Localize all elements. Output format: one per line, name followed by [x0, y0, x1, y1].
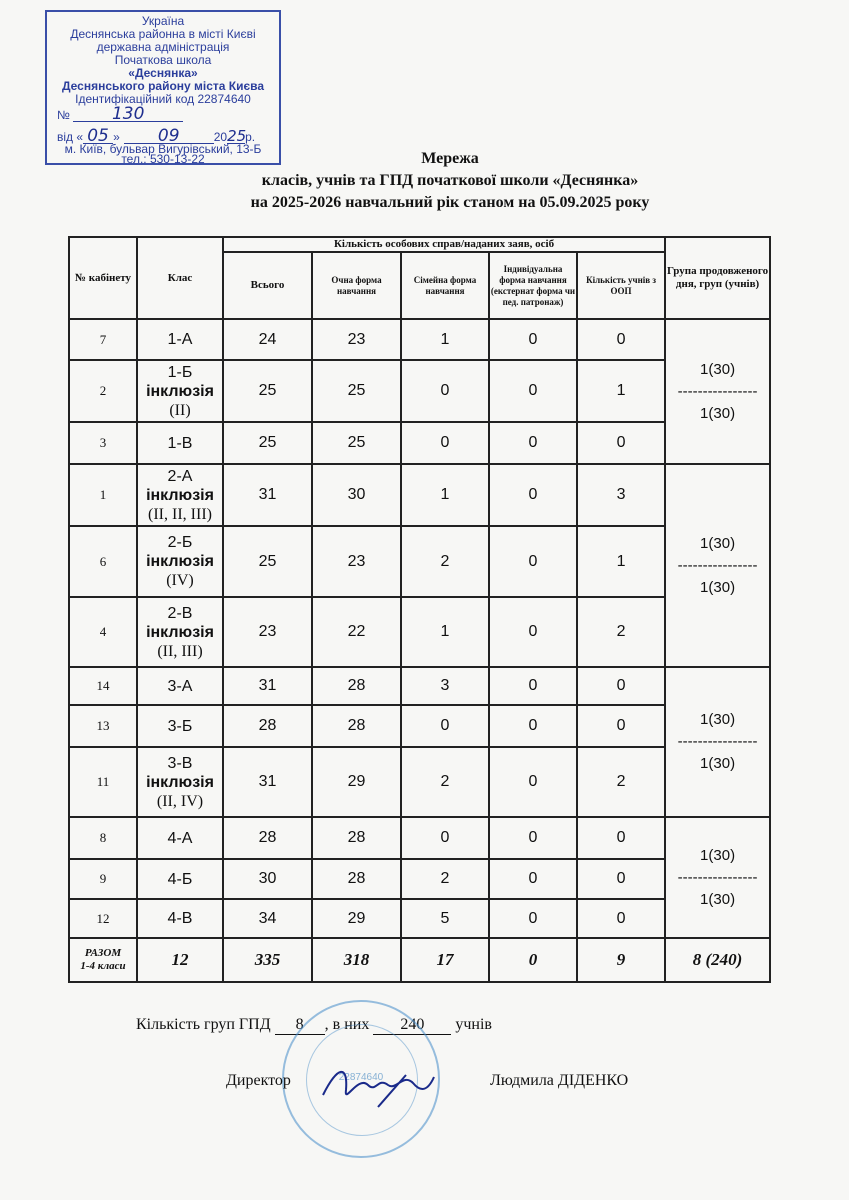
cell-fulltime: 28 — [312, 705, 401, 747]
cell-fulltime: 23 — [312, 319, 401, 360]
cell-individual: 0 — [489, 859, 577, 899]
cell-total: 25 — [223, 422, 312, 464]
gpd-bottom: 1(30) — [700, 890, 736, 908]
class-name: 3-Б — [167, 717, 193, 735]
gpd-groups-value: 8 — [275, 1016, 325, 1035]
header-group: Кількість особових справ/наданих заяв, осіб — [223, 237, 665, 252]
header-class: Клас — [137, 237, 223, 319]
total-family: 17 — [401, 938, 489, 982]
stamp-date-day: 05 — [83, 130, 113, 144]
cell-individual: 0 — [489, 422, 577, 464]
class-inclusion: інклюзія — [146, 486, 214, 504]
cell-class — [137, 667, 223, 705]
title-line-3: на 2025-2026 навчальний рік станом на 05.09.2025 року — [250, 194, 650, 211]
gpd-top: 1(30) — [700, 534, 736, 552]
cell-oop: 0 — [577, 422, 665, 464]
stamp-number-row — [57, 104, 279, 124]
class-inclusion-levels: (II, IV) — [156, 792, 204, 810]
cell-room: 1 — [69, 464, 137, 526]
title-line-2: класів, учнів та ГПД початкової школи «Деснянка» — [261, 172, 639, 189]
cell-total: 25 — [223, 526, 312, 597]
cell-family: 0 — [401, 360, 489, 422]
table-row — [69, 597, 770, 667]
cell-individual: 0 — [489, 464, 577, 526]
total-label — [69, 938, 137, 982]
header-room: № кабінету — [69, 237, 137, 319]
seal-code: 22874640 — [338, 1072, 384, 1083]
class-name: 1-А — [167, 331, 193, 348]
cell-oop: 2 — [577, 747, 665, 817]
cell-class — [137, 360, 223, 422]
cell-room: 11 — [69, 747, 137, 817]
table-row — [69, 705, 770, 747]
gpd-dash: ---------------- — [677, 556, 758, 574]
total-gpd: 8 (240) — [665, 938, 770, 982]
table-row — [69, 899, 770, 938]
class-inclusion: інклюзія — [146, 623, 214, 641]
total-label-2: 1-4 класи — [80, 960, 126, 972]
stamp-number-value: 130 — [73, 108, 183, 122]
cell-family: 0 — [401, 705, 489, 747]
stamp-line: Початкова школа — [114, 53, 212, 67]
gpd-top: 1(30) — [700, 360, 736, 378]
stamp-line: Ідентифікаційний код 22874640 — [75, 92, 251, 106]
gpd-top: 1(30) — [700, 711, 736, 728]
table-row — [69, 859, 770, 899]
class-name: 2-А — [167, 467, 193, 485]
cell-family: 2 — [401, 747, 489, 817]
cell-oop: 3 — [577, 464, 665, 526]
cell-class — [137, 319, 223, 360]
header-row — [69, 237, 770, 252]
class-name: 3-А — [167, 677, 193, 695]
table-row — [69, 817, 770, 859]
cell-oop: 0 — [577, 319, 665, 360]
director-name: Людмила ДІДЕНКО — [490, 1072, 629, 1089]
cell-individual: 0 — [489, 817, 577, 859]
cell-room: 3 — [69, 422, 137, 464]
gpd-top: 1(30) — [700, 846, 736, 864]
cell-fulltime: 29 — [312, 747, 401, 817]
cell-class — [137, 899, 223, 938]
stamp-number-label: № — [57, 108, 70, 122]
total-fulltime: 318 — [312, 938, 401, 982]
cell-room: 8 — [69, 817, 137, 859]
gpd-bottom: 1(30) — [700, 404, 736, 422]
cell-family: 1 — [401, 597, 489, 667]
header-total: Всього — [223, 252, 312, 319]
stamp-line: державна адміністрація — [96, 40, 230, 54]
cell-individual: 0 — [489, 526, 577, 597]
cell-oop: 0 — [577, 817, 665, 859]
cell-room: 14 — [69, 667, 137, 705]
cell-oop: 1 — [577, 526, 665, 597]
table-row — [69, 747, 770, 817]
cell-total: 34 — [223, 899, 312, 938]
stamp-date-year-prefix: 20 — [213, 130, 228, 144]
cell-total: 31 — [223, 747, 312, 817]
cell-class — [137, 464, 223, 526]
cell-oop: 2 — [577, 597, 665, 667]
cell-room: 12 — [69, 899, 137, 938]
gpd-students-suffix: учнів — [455, 1016, 492, 1033]
cell-room: 7 — [69, 319, 137, 360]
table-row — [69, 526, 770, 597]
cell-oop: 0 — [577, 859, 665, 899]
network-table — [68, 236, 771, 983]
class-inclusion: інклюзія — [146, 773, 214, 791]
cell-family: 2 — [401, 526, 489, 597]
header-fulltime: Очна форма навчання — [312, 252, 401, 319]
cell-individual: 0 — [489, 667, 577, 705]
stamp-line: Деснянського району міста Києва — [61, 79, 265, 93]
cell-individual: 0 — [489, 597, 577, 667]
cell-total: 31 — [223, 464, 312, 526]
cell-oop: 0 — [577, 705, 665, 747]
gpd-groups-label: Кількість груп ГПД — [136, 1016, 271, 1033]
cell-fulltime: 28 — [312, 859, 401, 899]
cell-family: 1 — [401, 464, 489, 526]
cell-total: 25 — [223, 360, 312, 422]
class-name: 2-Б — [167, 534, 193, 551]
stamp-line: Деснянська районна в місті Києві — [70, 27, 256, 41]
class-inclusion-levels: (II) — [169, 401, 191, 419]
total-oop: 9 — [577, 938, 665, 982]
gpd-dash: ---------------- — [677, 382, 758, 400]
header-gpd: Група продовженого дня, груп (учнів) — [665, 237, 770, 319]
class-name: 1-Б — [167, 363, 193, 381]
class-name: 1-В — [167, 434, 193, 452]
cell-fulltime: 28 — [312, 817, 401, 859]
table-row — [69, 667, 770, 705]
total-row — [69, 938, 770, 982]
cell-family: 2 — [401, 859, 489, 899]
cell-fulltime: 22 — [312, 597, 401, 667]
director-label: Директор — [226, 1072, 291, 1089]
cell-fulltime: 25 — [312, 422, 401, 464]
class-inclusion: інклюзія — [146, 382, 214, 400]
cell-fulltime: 29 — [312, 899, 401, 938]
cell-gpd — [665, 667, 770, 817]
stamp-address: м. Київ, бульвар Вигурівський, 13-Б — [64, 142, 262, 156]
cell-oop: 0 — [577, 667, 665, 705]
cell-family: 3 — [401, 667, 489, 705]
cell-class — [137, 747, 223, 817]
total-classes: 12 — [137, 938, 223, 982]
total-label-1: РАЗОМ — [84, 947, 122, 959]
gpd-dash: ---------------- — [677, 733, 758, 750]
class-name: 2-В — [167, 604, 193, 622]
cell-gpd — [665, 464, 770, 667]
cell-individual: 0 — [489, 319, 577, 360]
stamp-date-prefix: від « — [57, 130, 84, 144]
cell-total: 24 — [223, 319, 312, 360]
title-line-1: Мережа — [421, 150, 479, 167]
cell-class — [137, 597, 223, 667]
table-row — [69, 360, 770, 422]
stamp-date-suffix: р. — [245, 130, 256, 144]
cell-gpd — [665, 319, 770, 464]
cell-individual: 0 — [489, 705, 577, 747]
header-oop: Кількість учнів з ООП — [577, 252, 665, 319]
total-individual: 0 — [489, 938, 577, 982]
cell-family: 0 — [401, 422, 489, 464]
total-total: 335 — [223, 938, 312, 982]
gpd-bottom: 1(30) — [700, 578, 736, 596]
cell-total: 28 — [223, 705, 312, 747]
cell-room: 2 — [69, 360, 137, 422]
cell-oop: 0 — [577, 899, 665, 938]
cell-family: 0 — [401, 817, 489, 859]
cell-individual: 0 — [489, 360, 577, 422]
class-name: 4-В — [167, 910, 193, 927]
cell-individual: 0 — [489, 899, 577, 938]
table-row — [69, 319, 770, 360]
gpd-students-value: 240 — [373, 1016, 451, 1035]
class-inclusion-levels: (II, II, III) — [148, 505, 212, 523]
class-inclusion: інклюзія — [146, 553, 214, 570]
cell-class — [137, 817, 223, 859]
registration-stamp — [45, 10, 281, 165]
cell-total: 23 — [223, 597, 312, 667]
cell-fulltime: 25 — [312, 360, 401, 422]
class-name: 4-Б — [167, 870, 193, 888]
stamp-phone: тел.: 530-13-22 — [121, 152, 205, 166]
director-signature — [318, 1055, 438, 1115]
class-inclusion-levels: (II, III) — [157, 642, 203, 660]
cell-total: 31 — [223, 667, 312, 705]
stamp-date-year: 25 — [227, 127, 247, 145]
cell-total: 30 — [223, 859, 312, 899]
cell-room: 6 — [69, 526, 137, 597]
class-name: 3-В — [167, 754, 193, 772]
header-individual: Індивідуальна форма навчання (екстернат форма чи пед. патронаж) — [489, 252, 577, 319]
cell-total: 28 — [223, 817, 312, 859]
cell-fulltime: 23 — [312, 526, 401, 597]
cell-individual: 0 — [489, 747, 577, 817]
document-title — [220, 148, 680, 214]
cell-class — [137, 526, 223, 597]
gpd-students-label: , в них — [324, 1016, 370, 1033]
table-row — [69, 422, 770, 464]
cell-oop: 1 — [577, 360, 665, 422]
cell-gpd — [665, 817, 770, 938]
cell-class — [137, 859, 223, 899]
gpd-bottom: 1(30) — [700, 755, 736, 772]
stamp-line: «Деснянка» — [128, 66, 198, 80]
cell-room: 9 — [69, 859, 137, 899]
class-inclusion-levels: (IV) — [166, 572, 194, 589]
table-body — [69, 319, 770, 938]
cell-room: 13 — [69, 705, 137, 747]
stamp-date-mid: » — [113, 130, 120, 144]
stamp-date-month: 09 — [124, 130, 214, 144]
cell-room: 4 — [69, 597, 137, 667]
stamp-line: Україна — [141, 14, 185, 28]
cell-family: 1 — [401, 319, 489, 360]
cell-class — [137, 705, 223, 747]
table-row — [69, 464, 770, 526]
header-family: Сімейна форма навчання — [401, 252, 489, 319]
cell-family: 5 — [401, 899, 489, 938]
cell-fulltime: 28 — [312, 667, 401, 705]
class-name: 4-А — [167, 829, 193, 847]
gpd-dash: ---------------- — [677, 868, 758, 886]
cell-class — [137, 422, 223, 464]
cell-fulltime: 30 — [312, 464, 401, 526]
